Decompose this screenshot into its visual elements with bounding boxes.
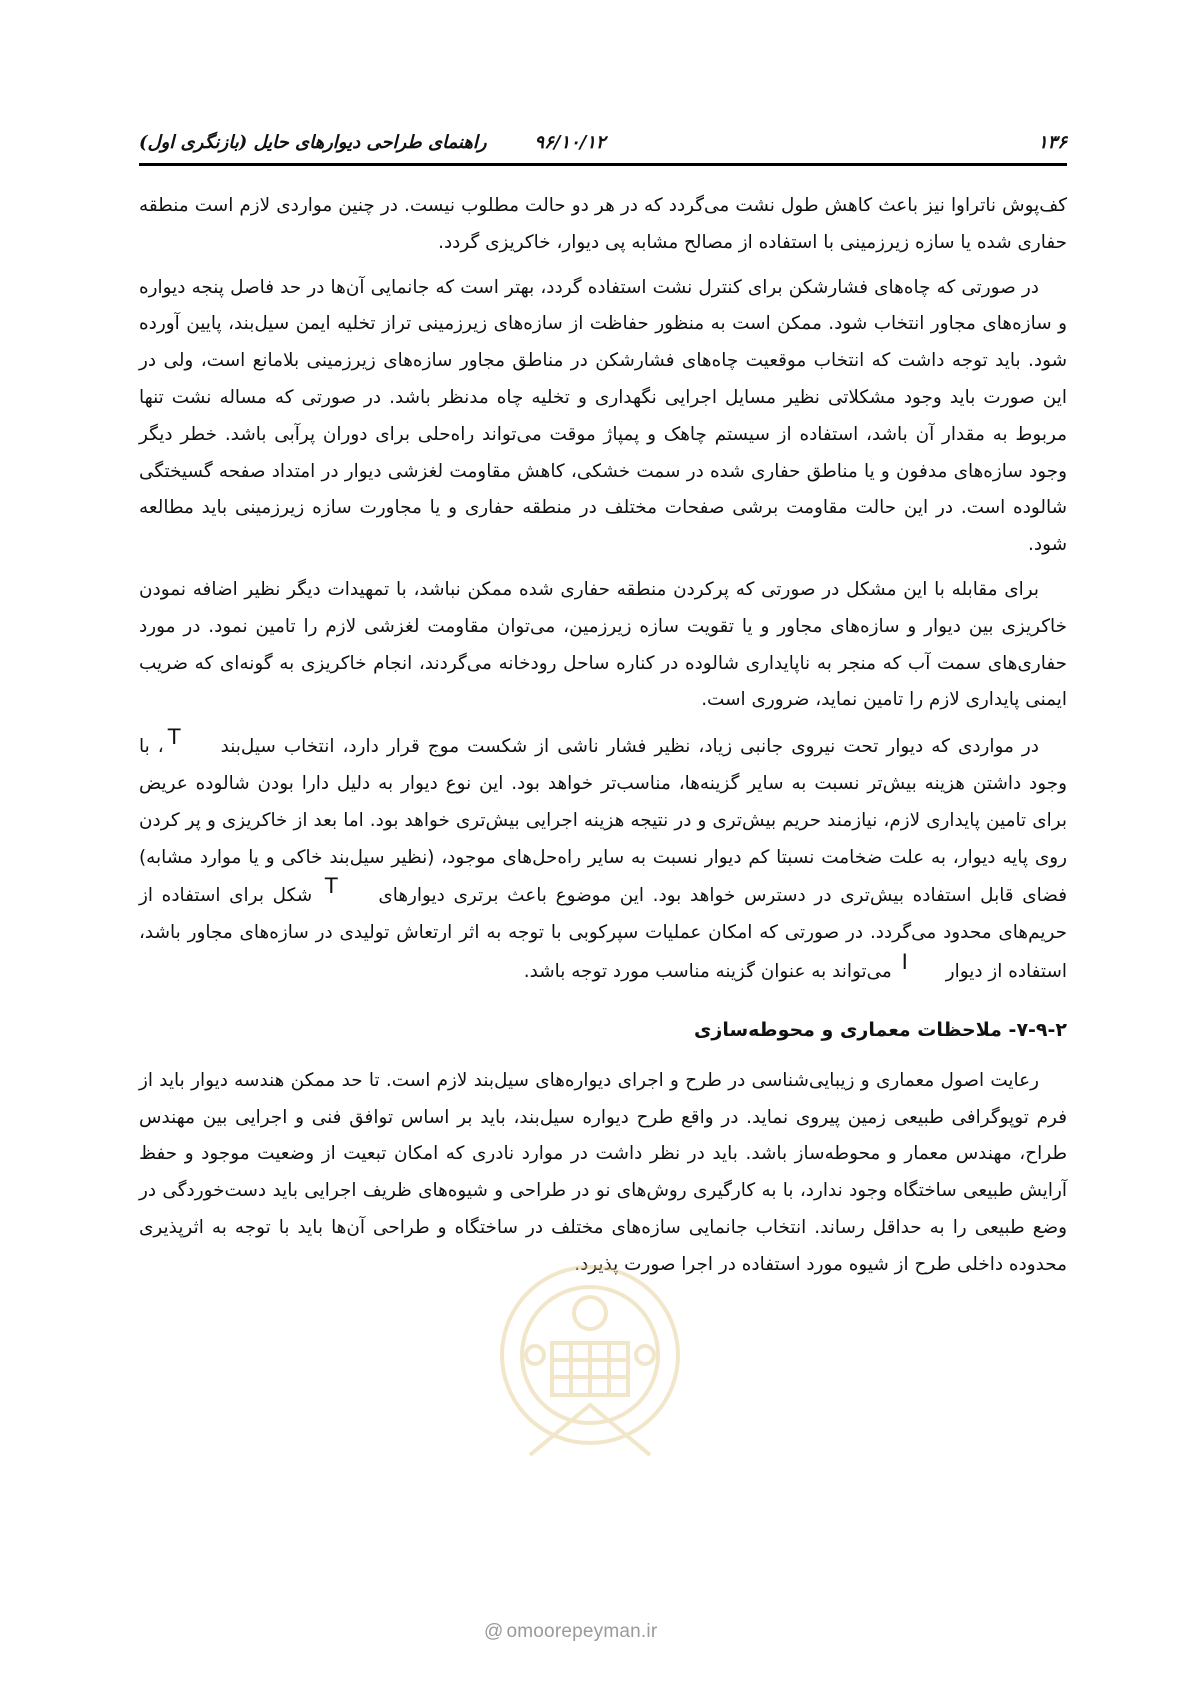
paragraph-4-text-1: در مواردی که دیوار تحت نیروی جانبی زیاد، نظیر فشار ناشی از شکست موج قرار دارد، انتخاب سیل‌بند xyxy=(220,736,1039,758)
watermark-url-text: omoorepeyman.ir xyxy=(506,1621,658,1642)
t-shape-symbol: T xyxy=(167,725,181,750)
document-title: راهنمای طراحی دیوارهای حایل (بازنگری اول) xyxy=(139,132,487,153)
section-paragraph: رعایت اصول معماری و زیبایی‌شناسی در طرح و اجرای دیواره‌های سیل‌بند لازم است. تا حد ممکن هندسه دیوار باید از فرم توپوگرافی طبیعی زمین پیروی نماید. در واقع طرح دیواره سیل‌بند، باید بر اساس توافق فنی و اجرایی بین مهندس طراح، مهندس معمار و محوطه‌ساز باشد. باید در نظر داشت در موارد نادری که امکان تبعیت از وضعیت موجود و حفظ آرایش طبیعی ساختگاه وجود ندارد، با به کارگیری روش‌های نو در طراحی و شیوه‌های ظریف اجرایی باید دست‌خوردگی در وضع طبیعی را به حداقل رساند. انتخاب جانمایی سازه‌های مختلف در ساختگاه و طراحی آن‌ها باید با توجه به اثرپذیری محدوده داخلی طرح از شیوه مورد استفاده در اجرا صورت پذیرد. xyxy=(139,1069,1067,1275)
header-rule xyxy=(139,163,1067,166)
watermark-url xyxy=(484,1621,657,1643)
paragraph-4-text-3: شکل برای استفاده از حریم‌های محدود می‌گردد. در صورتی که امکان عملیات سپرکوبی با توجه به اثر ارتعاش تولیدی در سازه‌های مجاور باشد، استفاده از دیوار xyxy=(139,885,1067,982)
page-header xyxy=(139,126,1067,166)
section-heading: ۷-۹-۲- ملاحظات معماری و محوطه‌سازی xyxy=(693,1018,1067,1041)
t-shape-symbol: T xyxy=(324,874,338,899)
at-icon: @ xyxy=(484,1621,504,1642)
paragraph-4 xyxy=(139,727,1067,991)
page-number: ۱۳۶ xyxy=(1037,132,1067,153)
page-body xyxy=(139,188,1067,1292)
paragraph-3: برای مقابله با این مشکل در صورتی که پرکردن منطقه حفاری شده ممکن نباشد، با تمهیدات دیگر نظیر اضافه نمودن خاکریزی بین دیوار و سازه‌های مجاور و یا تقویت سازه زیرزمین، می‌توان مقاومت لغزشی لازم را تامین نمود. در مورد حفاری‌های سمت آب که منجر به ناپایداری شالوده در کناره ساحل رودخانه می‌گردند، انجام خاکریزی به گونه‌ای که ضریب ایمنی پایداری لازم را تامین نماید، ضروری است. xyxy=(139,578,1067,711)
paragraph-2: در صورتی که چاه‌های فشارشکن برای کنترل نشت استفاده گردد، بهتر است که جانمایی آن‌ها در حد فاصل پنجه دیواره و سازه‌های مجاور انتخاب شود. ممکن است به منظور حفاظت از سازه‌های زیرزمینی تراز تخلیه ایمن سیل‌بند، پایین آورده شود. باید توجه داشت که انتخاب موقعیت چاه‌های فشارشکن در مناطق مجاور سازه‌های زیرزمینی بلامانع است، ولی در این صورت باید وجود مشکلاتی نظیر مسایل اجرایی نگهداری و تخلیه چاه مدنظر باشد. در صورتی که مساله نشت تنها مربوط به مقدار آن باشد، استفاده از سیستم چاهک و پمپاژ موقت می‌تواند راه‌حلی برای دوران پرآبی باشد. خطر دیگر وجود سازه‌های مدفون و یا مناطق حفاری شده در سمت خشکی، کاهش مقاومت لغزشی دیوار در امتداد صفحه گسیختگی شالوده است. در این حالت مقاومت برشی صفحات مختلف در منطقه حفاری و یا مجاورت سازه زیرزمینی باید مطالعه شود. xyxy=(139,276,1067,556)
paragraph-4-text-2: ، با وجود داشتن هزینه بیش‌تر نسبت به سایر گزینه‌ها، مناسب‌تر خواهد بود. این نوع دیوار به دلیل دارا بودن شالوده عریض برای تامین پایداری لازم، نیازمند حریم بیش‌تری و در نتیجه هزینه اجرایی بیش‌تری خواهد بود. اما بعد از خاکریزی و پر کردن روی پایه دیوار، به علت ضخامت نسبتا کم دیوار نسبت به سایر راه‌حل‌های موجود، (نظیر سیل‌بند خاکی و یا موارد مشابه) فضای قابل استفاده بیش‌تری در دسترس خواهد بود. این موضوع باعث برتری دیوارهای xyxy=(139,736,1068,907)
document-date: ۹۶/۱۰/۱۲ xyxy=(534,132,606,153)
paragraph-4-text-4: می‌تواند به عنوان گزینه مناسب مورد توجه باشد. xyxy=(523,960,892,982)
paragraph-1: کف‌پوش ناتراوا نیز باعث کاهش طول نشت می‌گردد که در هر دو حالت مطلوب نیست. در چنین مواردی لازم است منطقه حفاری شده یا سازه زیرزمینی با استفاده از مصالح مشابه پی دیوار، خاکریزی گردد. xyxy=(139,195,1067,253)
i-shape-symbol: I xyxy=(901,949,908,974)
